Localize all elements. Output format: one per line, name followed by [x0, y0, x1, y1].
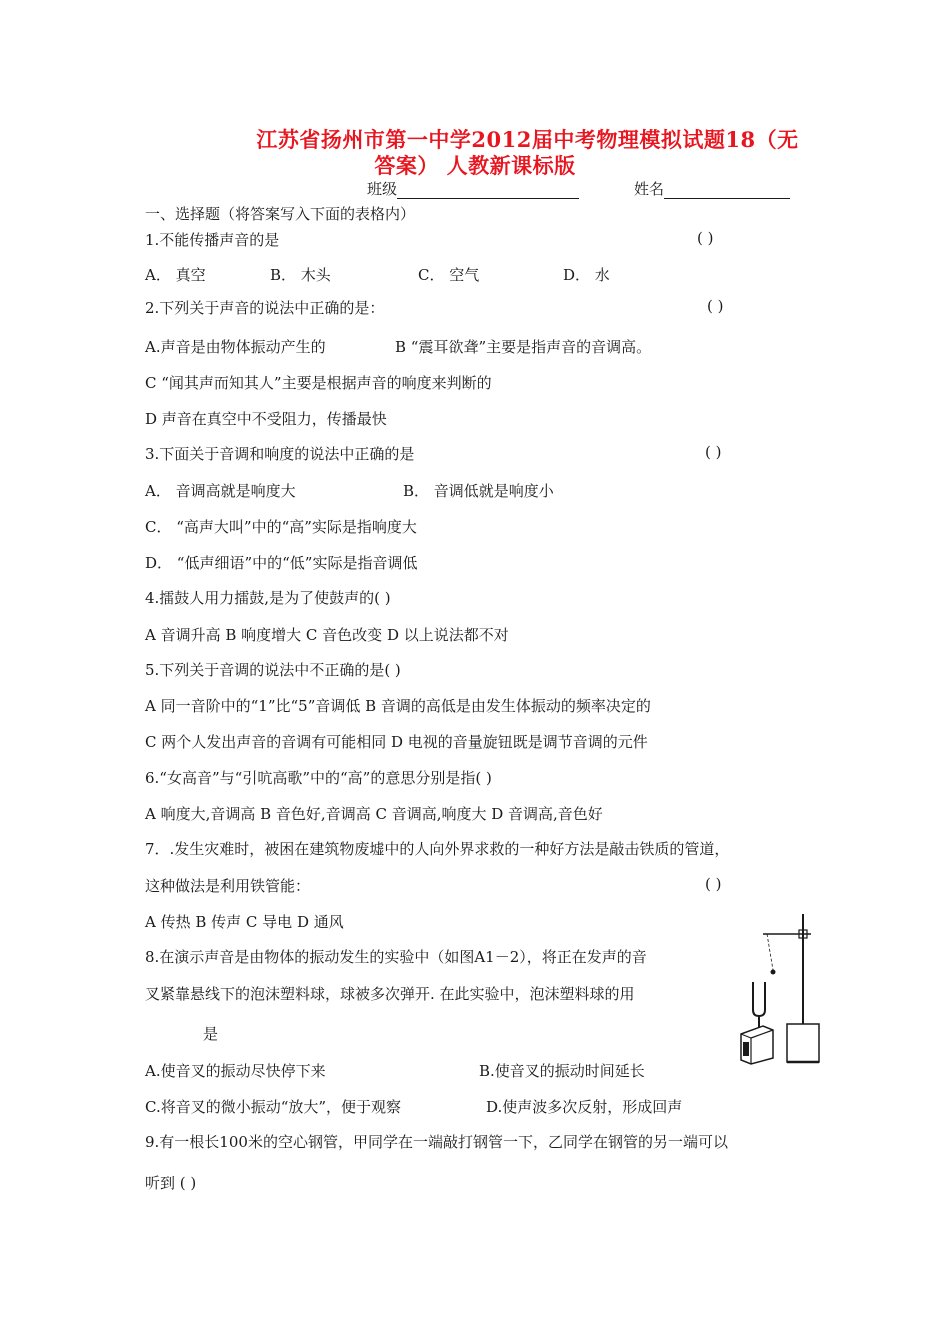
q8-stem-line-3: 是: [203, 1025, 219, 1043]
name-blank: [664, 182, 790, 199]
q5-options-ab: A 同一音阶中的“1”比“5”音调低 B 音调的高低是由发生体振动的频率决定的: [145, 697, 651, 715]
q5-stem: 5.下列关于音调的说法中不正确的是( ): [145, 661, 401, 679]
title-line-2: 答案） 人教新课标版: [374, 153, 576, 178]
q8-stem-line-1: 8.在演示声音是由物体的振动发生的实验中（如图A1－2），将正在发声的音: [145, 948, 647, 966]
q6-stem: 6.“女高音”与“引吭高歌”中的“高”的意思分别是指( ): [145, 769, 492, 787]
q2-stem: 2.下列关于声音的说法中正确的是：: [145, 299, 385, 317]
q4-options: A 音调升高 B 响度增大 C 音色改变 D 以上说法都不对: [145, 626, 509, 644]
q3-option-c: C． “高声大叫”中的“高”实际是指响度大: [145, 518, 417, 536]
section-heading: 一、选择题（将答案写入下面的表格内）: [145, 205, 416, 223]
class-blank: [397, 182, 579, 199]
q8-stem-line-2: 叉紧靠悬线下的泡沫塑料球，球被多次弹开. 在此实验中，泡沫塑料球的用: [145, 985, 635, 1003]
q2-option-d: D 声音在真空中不受阻力，传播最快: [145, 410, 387, 428]
q7-options: A 传热 B 传声 C 导电 D 通风: [145, 913, 344, 931]
q8-option-c: C.将音叉的微小振动“放大”，便于观察: [145, 1098, 402, 1116]
q8-option-b: B.使音叉的振动时间延长: [479, 1062, 645, 1080]
q2-option-b: B “震耳欲聋”主要是指声音的音调高。: [395, 338, 652, 356]
q8-option-a: A.使音叉的振动尽快停下来: [145, 1062, 326, 1080]
q9-stem-line-1: 9.有一根长100米的空心钢管，甲同学在一端敲打钢管一下，乙同学在钢管的另一端可以: [145, 1133, 728, 1151]
q7-stem-line-2: 这种做法是利用铁管能：: [145, 877, 311, 895]
q2-option-c: C “闻其声而知其人”主要是根据声音的响度来判断的: [145, 374, 492, 392]
q7-stem-line-1: 7．.发生灾难时，被困在建筑物废墟中的人向外界求救的一种好方法是敲击铁质的管道，: [145, 840, 730, 858]
q3-option-b: B． 音调低就是响度小: [403, 482, 554, 500]
q9-stem-line-2: 听到 ( ): [145, 1174, 197, 1192]
q3-option-a: A． 音调高就是响度大: [145, 482, 296, 500]
q1-option-a: A． 真空: [145, 266, 206, 284]
tuning-fork-apparatus-figure: [733, 912, 823, 1067]
q1-option-c: C． 空气: [418, 266, 480, 284]
q1-option-b: B． 木头: [270, 266, 331, 284]
q3-stem: 3.下面关于音调和响度的说法中正确的是: [145, 445, 415, 463]
q4-stem: 4.擂鼓人用力擂鼓,是为了使鼓声的( ): [145, 589, 391, 607]
name-field: [634, 178, 790, 199]
q3-answer-paren: ( ): [705, 443, 722, 461]
title-line-1: 江苏省扬州市第一中学2012届中考物理模拟试题18（无: [256, 127, 799, 152]
class-field: [367, 178, 579, 199]
q5-options-cd: C 两个人发出声音的音调有可能相同 D 电视的音量旋钮既是调节音调的元件: [145, 733, 648, 751]
q2-answer-paren: ( ): [707, 297, 724, 315]
q3-option-d: D． “低声细语”中的“低”实际是指音调低: [145, 554, 418, 572]
q6-options: A 响度大,音调高 B 音色好,音调高 C 音调高,响度大 D 音调高,音色好: [145, 805, 603, 823]
q8-option-d: D.使声波多次反射，形成回声: [486, 1098, 683, 1116]
q7-answer-paren: ( ): [705, 875, 722, 893]
name-label: 姓名: [634, 180, 665, 198]
q1-answer-paren: ( ): [697, 229, 714, 247]
q1-option-d: D． 水: [563, 266, 610, 284]
q1-stem: 1.不能传播声音的是: [145, 231, 280, 249]
class-label: 班级: [367, 180, 398, 198]
q2-option-a: A.声音是由物体振动产生的: [145, 338, 326, 356]
